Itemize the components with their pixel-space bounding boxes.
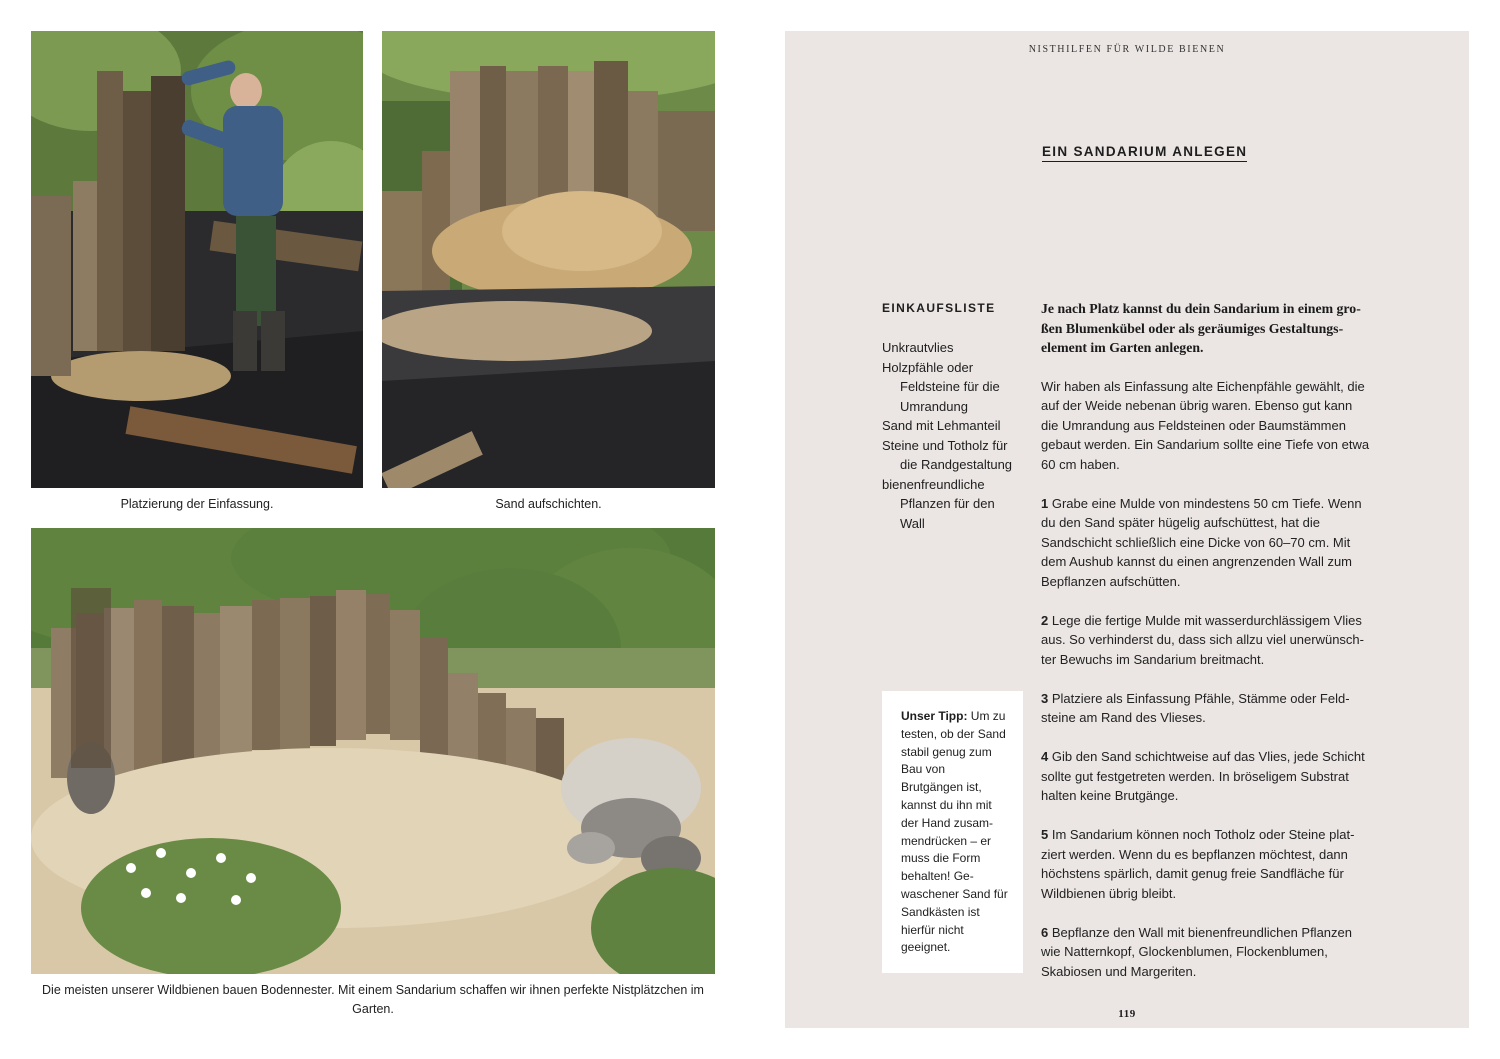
step-3 (1041, 689, 1371, 728)
tip-text: Um zu testen, ob der Sand stabil genug zum Bau von Brutgängen ist, kannst du ihn mit der Hand zusammendrücken – er muss die Form behalten! Gewaschener Sand für Sandkästen ist hierfür nicht geeignet. (901, 709, 1008, 955)
section-title: EIN SANDARIUM ANLEGEN (1042, 144, 1247, 162)
step-text: Platziere als Einfassung Pfähle, Stämme oder Feldsteine am Rand des Vlieses. (1041, 690, 1350, 725)
caption-placing-posts: Platzierung der Einfassung. (120, 497, 274, 511)
step-number: 2 (1041, 612, 1049, 628)
step-number: 5 (1041, 827, 1049, 842)
shopping-list-item: bienenfreundliche Pflanzen für den Wall (882, 476, 995, 531)
shopping-list-heading: EINKAUFSLISTE (882, 301, 996, 315)
body-paragraph: Wir haben als Einfassung alte Eichenpfähle gewählt, die auf der Weide nebenan übrig waren. Ebenso gut kann die Umrandung aus Feldsteinen oder Baumstämmen gebaut werden. Ein Sandarium sollte eine Tiefe von etwa 60 cm haben. (1041, 378, 1370, 472)
shopping-list-item: Unkrautvlies (882, 340, 954, 355)
photo-piling-sand (382, 31, 715, 488)
step-2 (1041, 611, 1371, 670)
shopping-list-item: Sand mit Lehmanteil (882, 418, 1001, 433)
step-text: Grabe eine Mulde von mindestens 50 cm Tiefe. Wenn du den Sand später hügelig aufschüttest, hat die Sandschicht schließlich eine Dicke von 60–70 cm. Mit dem Aushub kannst du einen angrenzenden Wall zum Bepflanzen aufschütten. (1041, 495, 1362, 589)
page-number: 119 (1118, 1008, 1136, 1020)
right-page-panel (785, 31, 1469, 1028)
step-text: Im Sandarium können noch Totholz oder Steine platziert werden. Wenn du es bepflanzen möchtest, dann höchstens spärlich, damit genug freie Sandfläche für Wildbienen übrig bleibt. (1041, 827, 1355, 901)
step-6 (1041, 923, 1371, 982)
shopping-list (882, 338, 1022, 533)
running-head: NISTHILFEN FÜR WILDE BIENEN (1028, 44, 1226, 55)
step-number: 3 (1041, 690, 1049, 706)
photo-placing-posts (31, 31, 363, 488)
step-number: 6 (1041, 924, 1049, 940)
step-1 (1041, 494, 1371, 592)
photo-placing-posts-image (31, 31, 363, 488)
shopping-list-item: Steine und Totholz für die Randgestaltung (882, 437, 1013, 472)
tip-label: Unser Tipp: (901, 709, 968, 723)
tip-box (882, 691, 1023, 973)
main-text (1041, 299, 1371, 1001)
step-4 (1041, 747, 1371, 806)
intro-text: Je nach Platz kannst du dein Sandarium in einem großen Blumenkübel oder als geräumiges Gestaltungselement im Garten anlegen. (1041, 301, 1361, 355)
step-text: Bepflanze den Wall mit bienenfreundlichen Pflanzen wie Natternkopf, Glockenblumen, Flockenblumen, Skabiosen und Margeriten. (1041, 924, 1352, 979)
caption-finished-sandarium: Die meisten unserer Wildbienen bauen Bodennester. Mit einem Sandarium schaffen wir ihnen perfekte Nistplätzchen im Garten. (42, 983, 704, 1016)
step-number: 1 (1041, 495, 1049, 511)
caption-piling-sand: Sand aufschichten. (495, 497, 602, 511)
shopping-list-item: Holzpfähle oder Feldsteine für die Umrandung (882, 359, 1000, 414)
photo-finished-sandarium (31, 528, 715, 974)
photo-finished-sandarium-image (31, 528, 715, 974)
step-text: Lege die fertige Mulde mit wasserdurchlässigem Vlies aus. So verhinderst du, dass sich allzu viel unerwünschter Bewuchs im Sandarium breitmacht. (1041, 612, 1365, 667)
step-5 (1041, 825, 1371, 903)
step-text: Gib den Sand schichtweise auf das Vlies, jede Schicht sollte gut festgetreten werden. In bröseligem Substrat halten keine Brutgänge. (1041, 749, 1365, 803)
photo-piling-sand-image (382, 31, 715, 488)
step-number: 4 (1041, 749, 1049, 764)
